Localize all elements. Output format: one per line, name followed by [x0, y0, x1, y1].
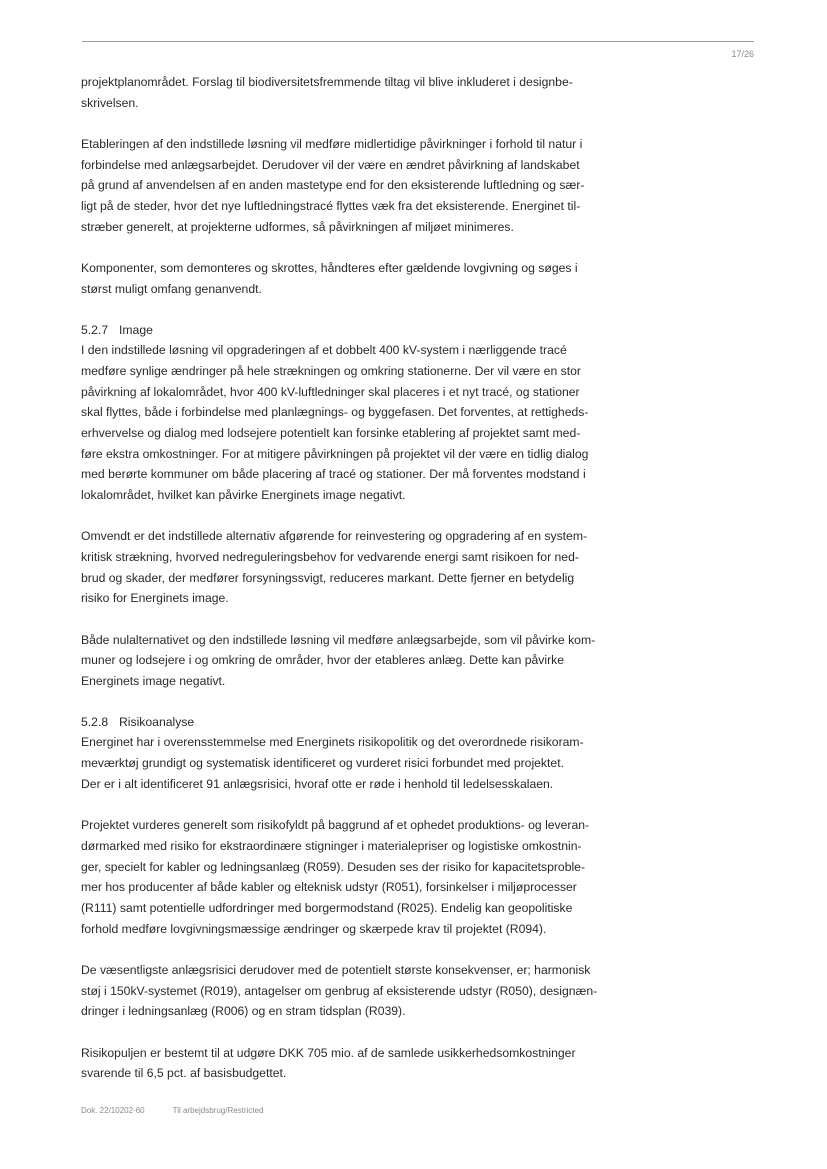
- text-line: skal flyttes, både i forbindelse med planlægnings- og byggefasen. Det forventes, at rettigheds-: [81, 405, 589, 420]
- paragraph: [81, 960, 621, 1022]
- text-line: på grund af anvendelsen af en anden mastetype end for den eksisterende luftledning og sær-: [81, 178, 585, 193]
- document-body: [81, 72, 621, 1084]
- paragraph: [81, 72, 621, 113]
- text-line: ger, specielt for kabler og ledningsanlæg (R059). Desuden ses der risiko for kapacitetsproble-: [81, 859, 586, 874]
- paragraph: [81, 526, 621, 609]
- section-heading-image: [81, 320, 621, 340]
- text-line: Etableringen af den indstillede løsning vil medføre midlertidige påvirkninger i forhold til natur i: [81, 137, 583, 151]
- paragraph: [81, 630, 621, 692]
- text-line: Både nulalternativet og den indstillede løsning vil medføre anlægsarbejde, som vil påvirke kom-: [81, 632, 596, 647]
- text-line: muner og lodsejere i og omkring de områder, hvor der etableres anlæg. Dette kan påvirke: [81, 653, 565, 668]
- paragraph: [81, 134, 621, 238]
- text-line: Risikopuljen er bestemt til at udgøre DKK 705 mio. af de samlede usikkerhedsomkostninger: [81, 1045, 576, 1060]
- paragraph: [81, 340, 621, 506]
- paragraph: [81, 1043, 621, 1084]
- paragraph: [81, 815, 621, 939]
- text-line: Energinet har i overensstemmelse med Energinets risikopolitik og det overordnede risikoram-: [81, 735, 584, 750]
- section-heading-risikoanalyse: [81, 712, 621, 732]
- text-line: lokalområdet, hvilket kan påvirke Energinets image negativt.: [81, 488, 406, 503]
- text-line: dørmarked med risiko for ekstraordinære stigninger i materialepriser og logistiske omkostnin-: [81, 838, 582, 853]
- text-line: ligt på de steder, hvor det nye luftledningstracé flyttes væk fra det eksisterende. Energinet til-: [81, 199, 581, 214]
- section-title: Risikoanalyse: [119, 715, 195, 730]
- text-line: Komponenter, som demonteres og skrottes, håndteres efter gældende lovgivning og søges i: [81, 261, 578, 276]
- text-line: mer hos producenter af både kabler og elteknisk udstyr (R051), forsinkelser i miljøprocesser: [81, 880, 577, 895]
- text-line: støj i 150kV-systemet (R019), antagelser om genbrug af eksisterende udstyr (R050), designæn-: [81, 983, 598, 998]
- text-line: medføre synlige ændringer på hele strækningen og omkring stationerne. Der vil være en stor: [81, 363, 581, 378]
- paragraph: [81, 732, 621, 794]
- text-line: kritisk strækning, hvorved nedreguleringsbehov for vedvarende energi samt risikoen for ned-: [81, 550, 579, 565]
- text-line: I den indstillede løsning vil opgraderingen af et dobbelt 400 kV-system i nærliggende tracé: [81, 343, 567, 358]
- text-line: risiko for Energinets image.: [81, 591, 229, 606]
- text-line: brud og skader, der medfører forsyningssvigt, reduceres markant. Dette fjerner en betydelig: [81, 570, 575, 585]
- text-line: Projektet vurderes generelt som risikofyldt på baggrund af et ophedet produktions- og leveran-: [81, 818, 590, 833]
- section-number: 5.2.7: [81, 323, 109, 338]
- header-rule: [82, 41, 754, 42]
- section-title: Image: [119, 323, 153, 338]
- text-line: forbindelse med anlægsarbejdet. Derudover vil der være en ændret påvirkning af landskabet: [81, 157, 580, 172]
- page-footer: [81, 1106, 263, 1115]
- text-line: svarende til 6,5 pct. af basisbudgettet.: [81, 1066, 287, 1081]
- text-line: De væsentligste anlægsrisici derudover med de potentielt største konsekvenser, er; harmonisk: [81, 962, 591, 977]
- text-line: påvirkning af lokalområdet, hvor 400 kV-luftledninger skal placeres i et nyt tracé, og stationer: [81, 384, 580, 399]
- text-line: Omvendt er det indstillede alternativ afgørende for reinvestering og opgradering af en system-: [81, 529, 588, 544]
- text-line: størst muligt omfang genanvendt.: [81, 281, 262, 296]
- text-line: forhold medføre lovgivningsmæssige ændringer og skærpede krav til projektet (R094).: [81, 921, 547, 936]
- text-line: meværktøj grundigt og systematisk identificeret og vurderet risici forbundet med projektet.: [81, 756, 564, 771]
- classification-label: Til arbejdsbrug/Restricted: [172, 1106, 264, 1115]
- text-line: dringer i ledningsanlæg (R006) og en stram tidsplan (R039).: [81, 1004, 406, 1019]
- text-line: projektplanområdet. Forslag til biodiversitetsfremmende tiltag vil blive inkluderet i designbe-: [81, 75, 573, 89]
- document-number: Dok. 22/10202-60: [81, 1106, 145, 1115]
- text-line: med berørte kommuner om både placering af tracé og stationer. Der må forventes modstand i: [81, 467, 586, 482]
- page-number: 17/26: [731, 49, 754, 59]
- section-number: 5.2.8: [81, 715, 109, 730]
- text-line: Der er i alt identificeret 91 anlægsrisici, hvoraf otte er røde i henhold til ledelsesskalaen.: [81, 776, 554, 791]
- text-line: stræber generelt, at projekterne udformes, så påvirkningen af miljøet minimeres.: [81, 219, 514, 234]
- text-line: skrivelsen.: [81, 95, 139, 110]
- text-line: erhvervelse og dialog med lodsejere potentielt kan forsinke etablering af projektet samt med-: [81, 425, 581, 440]
- text-line: (R111) samt potentielle udfordringer med borgermodstand (R025). Endelig kan geopolitiske: [81, 900, 573, 915]
- text-line: Energinets image negativt.: [81, 674, 226, 689]
- paragraph: [81, 258, 621, 299]
- text-line: føre ekstra omkostninger. For at mitigere påvirkningen på projektet vil der være en tidlig dialog: [81, 446, 589, 461]
